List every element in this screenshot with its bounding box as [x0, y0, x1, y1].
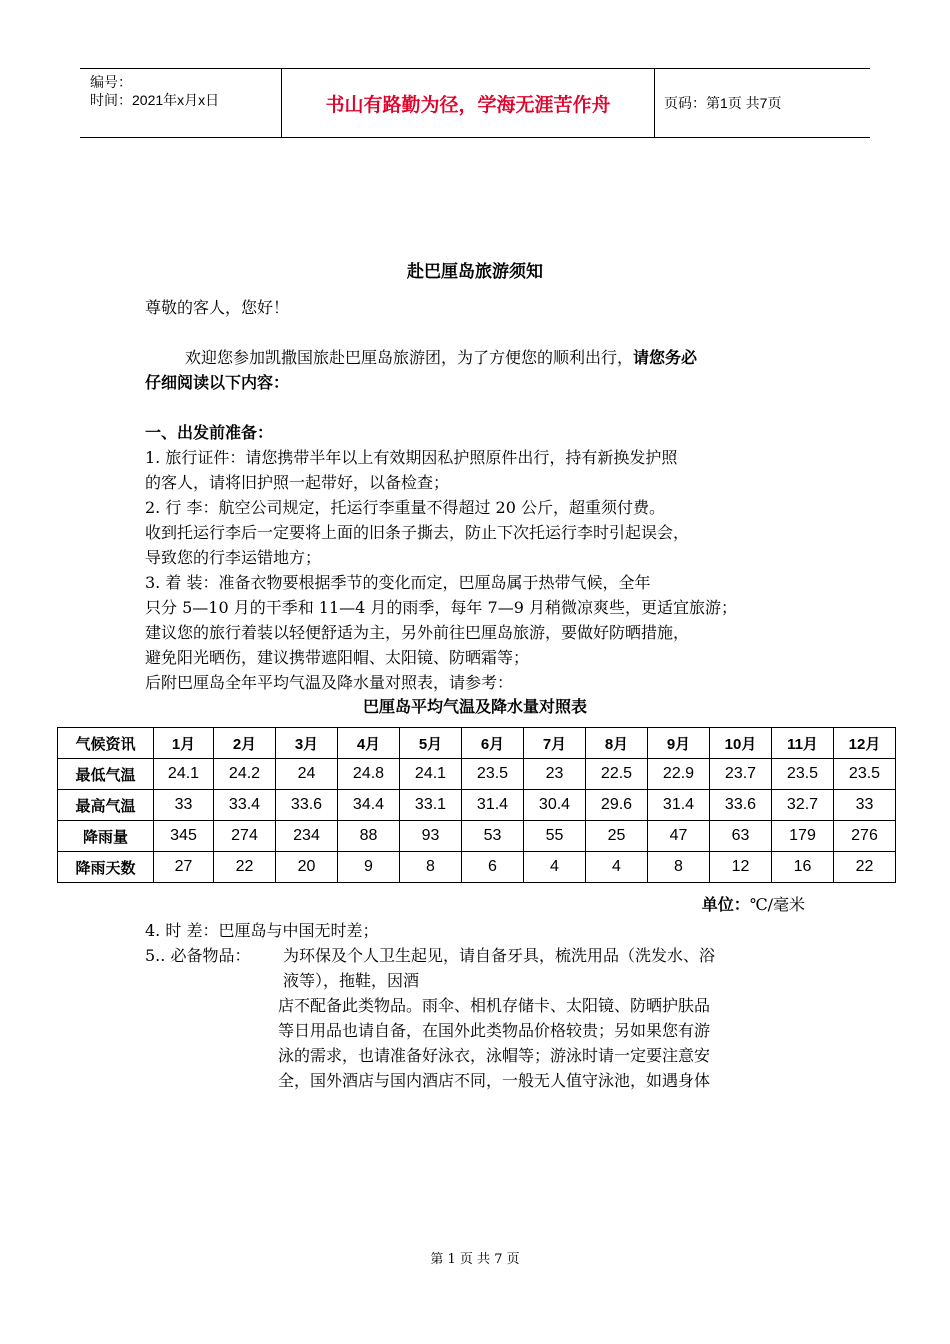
table-cell: 22: [214, 852, 276, 883]
table-cell: 22.5: [586, 759, 648, 790]
number-label: 编号：: [90, 74, 132, 90]
table-header-cell: 10月: [710, 728, 772, 759]
table-cell: 25: [586, 821, 648, 852]
table-cell: 4: [524, 852, 586, 883]
table-cell: 88: [338, 821, 400, 852]
header-page-label: 页码：第1页 共7页: [664, 95, 782, 111]
item-3-line-2: 只分 5—10 月的干季和 11—4 月的雨季，每年 7—9 月稍微凉爽些，更适宜旅游；: [145, 598, 737, 617]
table-row-header: 最高气温: [58, 790, 154, 821]
table-cell: 55: [524, 821, 586, 852]
unit-note: [702, 892, 805, 915]
item-3-line-3: 建议您的旅行着装以轻便舒适为主，另外前往巴厘岛旅游，要做好防晒措施，: [145, 623, 690, 642]
table-cell: 234: [276, 821, 338, 852]
table-cell: 53: [462, 821, 524, 852]
intro-bold-2: 仔细阅读以下内容：: [145, 373, 290, 392]
table-header-row: [58, 728, 896, 759]
table-cell: 29.6: [586, 790, 648, 821]
table-header-cell: 3月: [276, 728, 338, 759]
table-cell: 33: [834, 790, 896, 821]
table-header-cell: 12月: [834, 728, 896, 759]
item-4-text: 巴厘岛与中国无时差；: [218, 921, 379, 940]
table-row-header: 降雨量: [58, 821, 154, 852]
table-cell: 8: [400, 852, 462, 883]
item-5-line-4: 等日用品也请自备，在国外此类物品价格较贵；另如果您有游: [278, 1021, 711, 1040]
table-cell: 22.9: [648, 759, 710, 790]
item-5-line-2: 液等），拖鞋，因酒: [283, 971, 420, 990]
header-motto: 书山有路勤为径，学海无涯苦作舟: [281, 69, 655, 137]
table-cell: 276: [834, 821, 896, 852]
unit-label: 单位：: [701, 895, 750, 914]
table-cell: 47: [648, 821, 710, 852]
table-cell: 22: [834, 852, 896, 883]
item-3-line-5: 后附巴厘岛全年平均气温及降水量对照表，请参考：: [145, 673, 514, 692]
table-cell: 33: [154, 790, 214, 821]
climate-table: [57, 727, 896, 883]
table-cell: 23.7: [710, 759, 772, 790]
item-3-line-4: 避免阳光晒伤，建议携带遮阳帽、太阳镜、防晒霜等；: [145, 648, 530, 667]
intro-text: 欢迎您参加凯撒国旅赴巴厘岛旅游团，为了方便您的顺利出行，: [185, 348, 634, 367]
table-cell: 63: [710, 821, 772, 852]
table-cell: 345: [154, 821, 214, 852]
table-cell: 24.1: [400, 759, 462, 790]
greeting: 尊敬的客人，您好！: [145, 298, 290, 317]
table-cell: 9: [338, 852, 400, 883]
table-cell: 20: [276, 852, 338, 883]
section-1-heading: 一、出发前准备：: [145, 423, 274, 442]
table-row: [58, 759, 896, 790]
table-header-cell: 6月: [462, 728, 524, 759]
table-cell: 12: [710, 852, 772, 883]
table-cell: 34.4: [338, 790, 400, 821]
table-header-cell: 11月: [772, 728, 834, 759]
table-row: [58, 821, 896, 852]
time-label: 时间：2021年x月x日: [90, 92, 220, 108]
item-2-line-1: 2. 行 李：航空公司规定，托运行李重量不得超过 20 公斤，超重须付费。: [145, 498, 665, 517]
table-cell: 24.2: [214, 759, 276, 790]
table-caption: 巴厘岛平均气温及降水量对照表: [362, 697, 587, 716]
item-4: [145, 918, 815, 943]
table-header-cell: 8月: [586, 728, 648, 759]
item-1-line-1: 1. 旅行证件：请您携带半年以上有效期因私护照原件出行，持有新换发护照: [145, 448, 678, 467]
table-cell: 31.4: [648, 790, 710, 821]
table-cell: 32.7: [772, 790, 834, 821]
table-cell: 4: [586, 852, 648, 883]
table-row-header: 最低气温: [58, 759, 154, 790]
table-cell: 31.4: [462, 790, 524, 821]
intro-paragraph: [145, 345, 815, 395]
table-cell: 93: [400, 821, 462, 852]
table-cell: 6: [462, 852, 524, 883]
item-1-line-2: 的客人，请将旧护照一起带好，以备检查；: [145, 473, 450, 492]
page-footer: 第 1 页 共 7 页: [430, 1252, 520, 1267]
item-5-continued: [278, 993, 818, 1093]
document-header: [80, 68, 870, 138]
table-header-cell: 7月: [524, 728, 586, 759]
item-5-line-3: 店不配备此类物品。雨伞、相机存储卡、太阳镜、防晒护肤品: [278, 996, 711, 1015]
table-cell: 179: [772, 821, 834, 852]
table-cell: 33.6: [276, 790, 338, 821]
table-cell: 24.1: [154, 759, 214, 790]
header-meta: [80, 69, 280, 137]
table-row: [58, 852, 896, 883]
table-cell: 16: [772, 852, 834, 883]
section-1: [145, 420, 815, 695]
table-cell: 33.4: [214, 790, 276, 821]
table-row: [58, 790, 896, 821]
table-cell: 23: [524, 759, 586, 790]
table-cell: 24: [276, 759, 338, 790]
item-5-body: [283, 943, 813, 993]
table-cell: 8: [648, 852, 710, 883]
table-cell: 33.6: [710, 790, 772, 821]
table-cell: 23.5: [834, 759, 896, 790]
table-header-cell: 4月: [338, 728, 400, 759]
unit-value: ℃/毫米: [749, 895, 805, 914]
table-header-cell: 气候资讯: [58, 728, 154, 759]
table-cell: 23.5: [772, 759, 834, 790]
intro-bold-1: 请您务必: [633, 348, 698, 367]
table-header-cell: 5月: [400, 728, 462, 759]
table-cell: 30.4: [524, 790, 586, 821]
table-cell: 24.8: [338, 759, 400, 790]
table-row-header: 降雨天数: [58, 852, 154, 883]
item-5-line-1: 为环保及个人卫生起见，请自备牙具，梳洗用品（洗发水、浴: [283, 946, 716, 965]
table-cell: 274: [214, 821, 276, 852]
table-header-cell: 1月: [154, 728, 214, 759]
item-5-label: 5.. 必备物品：: [145, 946, 251, 965]
table-cell: 33.1: [400, 790, 462, 821]
item-5-line-5: 泳的需求，也请准备好泳衣，泳帽等；游泳时请一定要注意安: [278, 1046, 711, 1065]
page-title: 赴巴厘岛旅游须知: [407, 262, 543, 282]
item-2-line-3: 导致您的行李运错地方；: [145, 548, 322, 567]
table-cell: 23.5: [462, 759, 524, 790]
item-4-label: 4. 时 差：: [145, 921, 219, 940]
item-2-line-2: 收到托运行李后一定要将上面的旧条子撕去，防止下次托运行李时引起误会，: [145, 523, 690, 542]
table-cell: 27: [154, 852, 214, 883]
table-header-cell: 2月: [214, 728, 276, 759]
item-3-line-1: 3. 着 装：准备衣物要根据季节的变化而定，巴厘岛属于热带气候，全年: [145, 573, 651, 592]
table-header-cell: 9月: [648, 728, 710, 759]
item-5-line-6: 全，国外酒店与国内酒店不同，一般无人值守泳池，如遇身体: [278, 1071, 711, 1090]
